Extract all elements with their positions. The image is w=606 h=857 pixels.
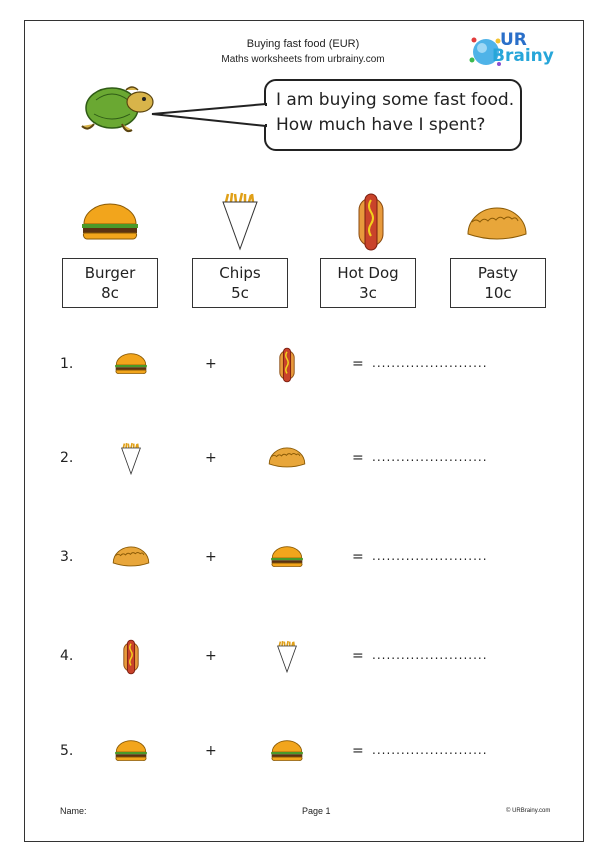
equals-sign: = — [352, 450, 364, 466]
food-price: 10c — [484, 284, 512, 302]
question-number: 5. — [60, 743, 74, 759]
equals-sign: = — [352, 356, 364, 372]
speech-text — [276, 88, 516, 138]
turtle-character-icon — [74, 80, 164, 140]
plus-sign: + — [205, 356, 217, 372]
pasty-icon — [268, 446, 306, 472]
answer-line[interactable]: ........................ — [372, 356, 488, 370]
burger-icon — [114, 740, 148, 764]
pasty-icon — [466, 206, 528, 246]
answer-line[interactable]: ........................ — [372, 743, 488, 757]
copyright-text: © URBrainy.com — [506, 808, 551, 814]
price-box-hotdog — [320, 258, 416, 308]
hotdog-icon — [278, 348, 296, 382]
food-price: 8c — [101, 284, 119, 302]
plus-sign: + — [205, 648, 217, 664]
food-name: Chips — [219, 264, 261, 282]
question-number: 3. — [60, 549, 74, 565]
equals-sign: = — [352, 549, 364, 565]
page-number: Page 1 — [302, 806, 331, 816]
burger-icon — [270, 546, 304, 570]
burger-icon — [80, 204, 140, 244]
burger-icon — [270, 740, 304, 764]
chips-icon — [120, 440, 142, 478]
burger-icon — [114, 353, 148, 377]
price-box-chips — [192, 258, 288, 308]
answer-line[interactable]: ........................ — [372, 648, 488, 662]
answer-line[interactable]: ........................ — [372, 549, 488, 563]
food-price: 5c — [231, 284, 249, 302]
logo-ur-text: UR — [500, 30, 527, 50]
worksheet-title: Buying fast food (EUR) — [246, 38, 360, 50]
hotdog-icon — [122, 640, 140, 674]
answer-line[interactable]: ........................ — [372, 450, 488, 464]
plus-sign: + — [205, 743, 217, 759]
equals-sign: = — [352, 648, 364, 664]
price-box-pasty — [450, 258, 546, 308]
plus-sign: + — [205, 549, 217, 565]
plus-sign: + — [205, 450, 217, 466]
chips-icon — [276, 638, 298, 676]
food-name: Burger — [84, 264, 136, 282]
food-name: Pasty — [477, 264, 519, 282]
equals-sign: = — [352, 743, 364, 759]
price-box-burger — [62, 258, 158, 308]
speech-line-2: How much have I spent? — [276, 115, 486, 135]
question-number: 2. — [60, 450, 74, 466]
chips-icon — [220, 192, 260, 252]
speech-bubble-tail — [152, 100, 282, 140]
name-label: Name: — [60, 806, 87, 816]
question-number: 1. — [60, 356, 74, 372]
pasty-icon — [112, 545, 150, 571]
logo-brainy-text: Brainy — [492, 46, 554, 66]
hotdog-icon — [356, 194, 386, 250]
food-name: Hot Dog — [337, 264, 399, 282]
worksheet-subtitle: Maths worksheets from urbrainy.com — [221, 54, 385, 65]
food-price: 3c — [359, 284, 377, 302]
speech-line-1: I am buying some fast food. — [276, 90, 515, 110]
question-number: 4. — [60, 648, 74, 664]
urbrainy-logo — [468, 30, 568, 74]
